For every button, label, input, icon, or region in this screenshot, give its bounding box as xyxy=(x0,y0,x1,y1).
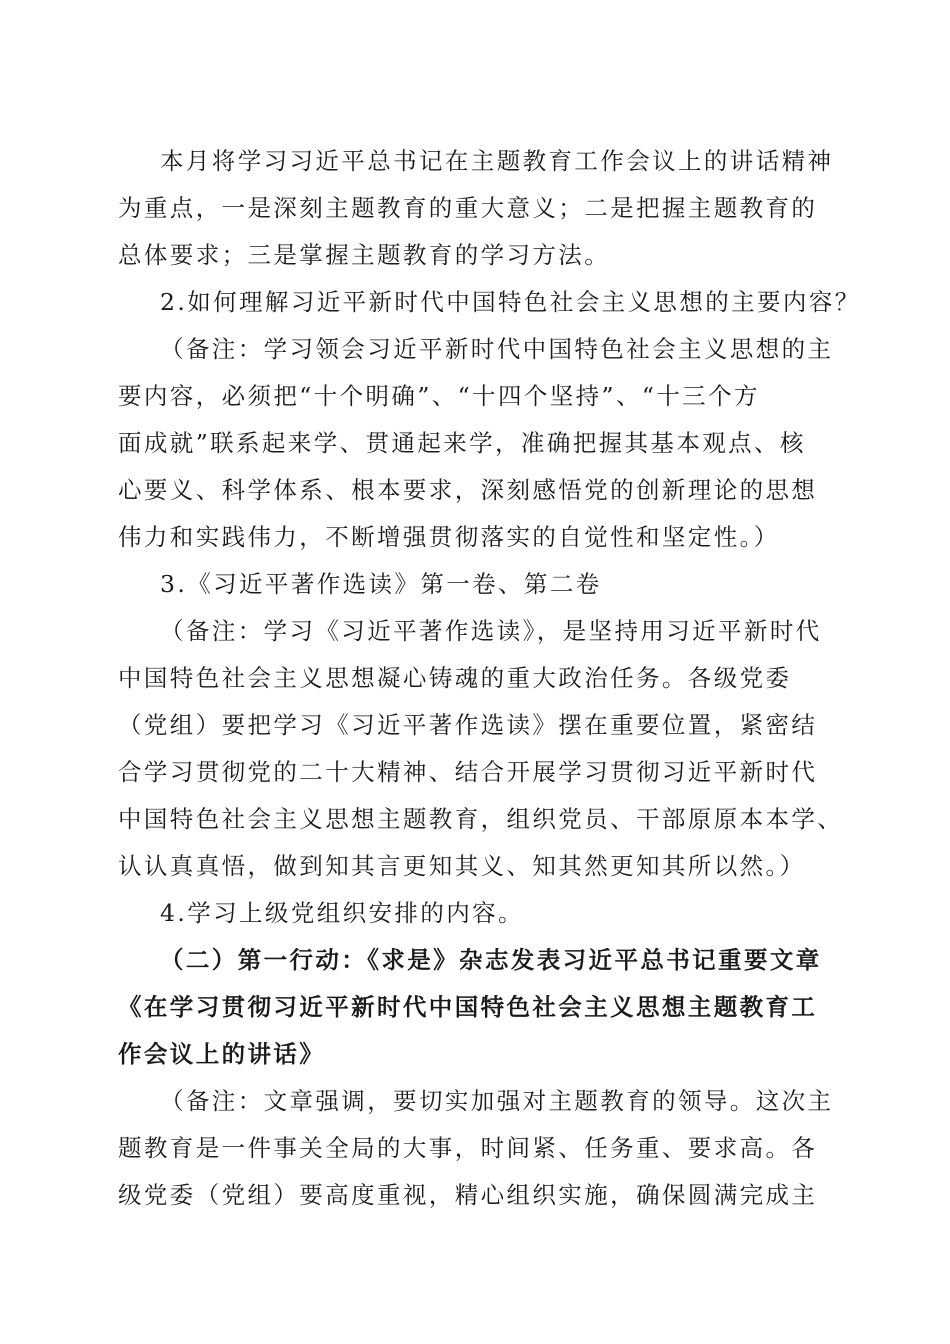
note-text-line: （党组）要把学习《习近平著作选读》摆在重要位置，紧密结 xyxy=(118,711,818,739)
note-text-line: 要内容，必须把“十个明确”、“十四个坚持”、“十三个方 xyxy=(118,382,760,410)
item-heading: 4.学习上级党组织安排的内容。 xyxy=(160,899,524,927)
section-heading: 作会议上的讲话》 xyxy=(118,1040,326,1068)
note-text-line: 认认真真悟，做到知其言更知其义、知其然更知其所以然。） xyxy=(118,852,806,880)
note-text-line: 面成就”联系起来学、贯通起来学，准确把握其基本观点、核 xyxy=(118,429,806,457)
note-text-line: 心要义、科学体系、根本要求，深刻感悟党的创新理论的思想 xyxy=(118,476,818,504)
body-text-line: 本月将学习习近平总书记在主题教育工作会议上的讲话精神 xyxy=(160,147,834,175)
note-text-line: 级党委（党组）要高度重视，精心组织实施，确保圆满完成主 xyxy=(118,1181,818,1209)
note-text-line: 伟力和实践伟力，不断增强贯彻落实的自觉性和坚定性。） xyxy=(118,523,780,551)
item-heading: 3.《习近平著作选读》第一卷、第二卷 xyxy=(160,570,602,598)
note-text-line: （备注：文章强调，要切实加强对主题教育的领导。这次主 xyxy=(160,1087,834,1115)
question-heading: 2.如何理解习近平新时代中国特色社会主义思想的主要内容？ xyxy=(160,288,861,316)
body-text-line: 总体要求；三是掌握主题教育的学习方法。 xyxy=(118,241,611,269)
body-text-line: 为重点，一是深刻主题教育的重大意义；二是把握主题教育的 xyxy=(118,194,818,222)
note-text-line: 中国特色社会主义思想主题教育，组织党员、干部原原本本学、 xyxy=(118,805,844,833)
note-text-line: （备注：学习领会习近平新时代中国特色社会主义思想的主 xyxy=(160,335,834,363)
section-heading: （二）第一行动：《求是》杂志发表习近平总书记重要文章 xyxy=(160,946,822,974)
note-text-line: 中国特色社会主义思想凝心铸魂的重大政治任务。各级党委 xyxy=(118,664,792,692)
note-text-line: 题教育是一件事关全局的大事，时间紧、任务重、要求高。各 xyxy=(118,1134,818,1162)
note-text-line: （备注：学习《习近平著作选读》，是坚持用习近平新时代 xyxy=(160,617,822,645)
section-heading: 《在学习贯彻习近平新时代中国特色社会主义思想主题教育工 xyxy=(118,993,818,1021)
note-text-line: 合学习贯彻党的二十大精神、结合开展学习贯彻习近平新时代 xyxy=(118,758,818,786)
